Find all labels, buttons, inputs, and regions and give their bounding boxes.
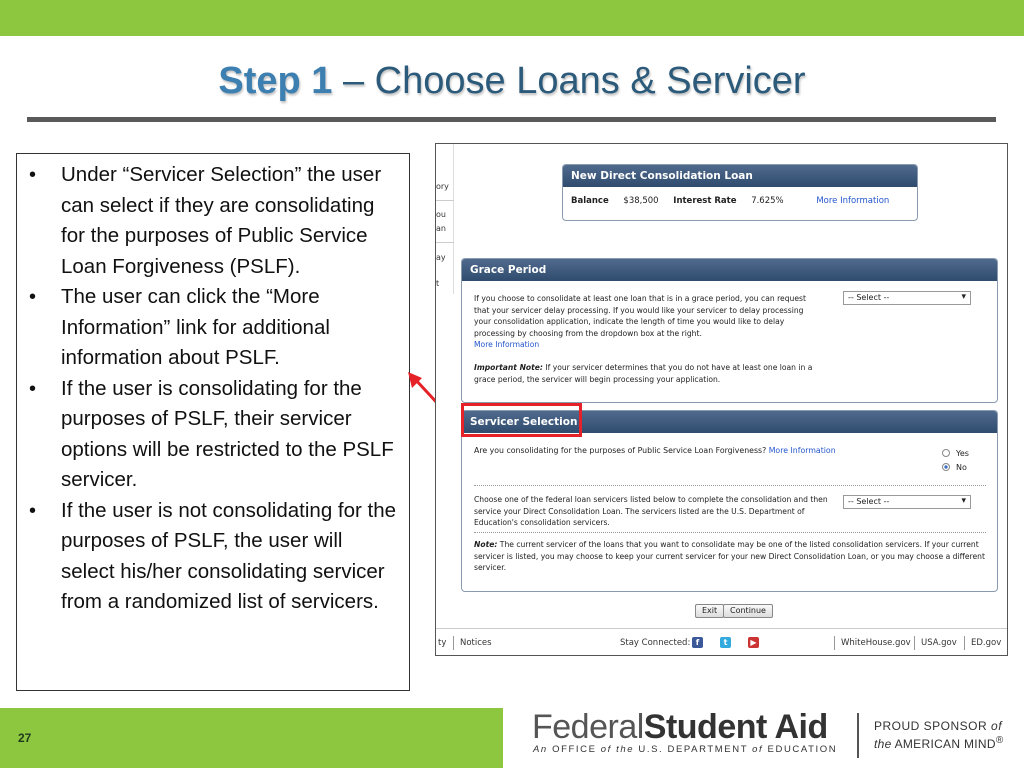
page-number: 27	[18, 731, 32, 745]
balance-label: Balance	[571, 196, 609, 206]
fsa-subtitle	[533, 744, 837, 755]
title-step: Step 1	[218, 60, 333, 102]
title-rest: – Choose Loans & Servicer	[332, 60, 806, 102]
sub-office: OFFICE	[552, 744, 597, 755]
servicer-selection-panel	[461, 410, 998, 592]
sponsor-proud: PROUD SPONSOR	[874, 719, 988, 733]
bullet-item: • Under “Servicer Selection” the user can select if they are consolidating for the purposes of Public Service Loan Forgiveness (PSLF).	[17, 160, 409, 282]
bullet-item: • If the user is not consolidating for the purposes of PSLF, the user will select his/her consolidating servicer from a randomized list of servicers.	[17, 496, 409, 618]
sponsor-mind: AMERICAN MIND	[894, 737, 996, 751]
servicer-select[interactable]: -- Select -- ▾	[843, 495, 971, 509]
ed-gov-link[interactable]: ED.gov	[971, 638, 1002, 648]
twitter-icon[interactable]: t	[720, 637, 731, 648]
sub-edu: EDUCATION	[767, 744, 838, 755]
youtube-icon[interactable]: ▶	[748, 637, 759, 648]
sponsor-line-2	[874, 735, 1004, 751]
side-fragment: ay	[436, 253, 446, 262]
app-screenshot	[435, 143, 1008, 656]
grace-text: If you choose to consolidate at least one loan that is in a grace period, you can request that your servicer delay processing. If you would like your servicer to delay processing your consolidation application, indicate the length of time you would like to delay processing by choosing from the dropdown box at the right.	[474, 294, 806, 338]
divider	[436, 200, 454, 201]
grace-period-select[interactable]: -- Select -- ▾	[843, 291, 971, 305]
choose-servicer-text: Choose one of the federal loan servicers listed below to complete the consolidation and then service your Direct Consolidation Loan. The servicers listed are the U.S. Department of Education's consolidation servicers.	[474, 495, 828, 527]
top-green-bar	[0, 0, 1024, 36]
slide-title	[0, 60, 1024, 103]
sub-dept: U.S. DEPARTMENT	[638, 744, 748, 755]
pslf-question-text: Are you consolidating for the purposes of Public Service Loan Forgiveness?	[474, 446, 767, 455]
servicer-note	[474, 539, 989, 574]
fsa-logo	[532, 708, 828, 747]
pslf-yes-radio[interactable]	[942, 449, 969, 458]
footer-fragment: ty	[438, 638, 447, 648]
sub-of: of	[752, 744, 764, 755]
sub-the: the	[616, 744, 635, 755]
servicer-selection-highlight	[461, 403, 582, 437]
divider	[436, 242, 454, 243]
bottom-green-bar	[0, 708, 503, 768]
loan-panel-title: New Direct Consolidation Loan	[563, 165, 917, 187]
loan-more-info-link[interactable]: More Information	[816, 196, 890, 206]
radio-icon	[942, 449, 950, 457]
pslf-question	[474, 446, 836, 455]
side-nav-fragment	[436, 144, 454, 294]
divider	[914, 636, 915, 650]
divider	[474, 485, 986, 486]
bullet-box	[16, 153, 410, 691]
divider	[964, 636, 965, 650]
side-fragment: ory	[436, 182, 449, 191]
loan-summary-panel	[562, 164, 918, 221]
pslf-no-radio[interactable]	[942, 463, 967, 472]
logo-divider	[857, 713, 859, 758]
side-fragment: t	[436, 279, 440, 288]
loan-summary-row	[563, 187, 917, 215]
divider	[834, 636, 835, 650]
grace-period-panel	[461, 258, 998, 403]
servicer-note-text: The current servicer of the loans that you want to consolidate may be one of the listed consolidation servicers. If your current servicer is listed, you may choose to keep your current servicer for your new Direct Consolidation Loan, or you may choose a different servicer.	[474, 540, 985, 572]
divider	[474, 532, 986, 533]
sub-of: of	[600, 744, 612, 755]
side-fragment: an	[436, 224, 446, 233]
grace-panel-title: Grace Period	[462, 259, 997, 281]
footer-divider	[436, 628, 1008, 629]
yes-label: Yes	[956, 449, 969, 458]
balance-value: $38,500	[623, 196, 659, 206]
bullet-list	[17, 160, 409, 618]
no-label: No	[956, 463, 967, 472]
grace-note-text: If your servicer determines that you do not have at least one loan in a grace period, the servicer will begin processing your application.	[474, 363, 813, 384]
pslf-more-info-link[interactable]: More Information	[768, 446, 836, 455]
rate-value: 7.625%	[751, 196, 784, 206]
exit-button[interactable]: Exit	[695, 604, 724, 618]
facebook-icon[interactable]: f	[692, 637, 703, 648]
sponsor-of: of	[991, 719, 1003, 733]
sub-an: An	[533, 744, 548, 755]
fsa-student-aid: Student Aid	[643, 708, 828, 746]
bullet-item: • The user can click the “More Information” link for additional information about PSLF.	[17, 282, 409, 374]
divider	[453, 636, 454, 650]
rate-label: Interest Rate	[673, 196, 737, 206]
side-fragment: ou	[436, 210, 446, 219]
fsa-federal: Federal	[532, 708, 644, 746]
radio-selected-icon	[942, 463, 950, 471]
title-divider	[27, 117, 996, 122]
sponsor-the: the	[874, 737, 892, 751]
whitehouse-link[interactable]: WhiteHouse.gov	[841, 638, 911, 648]
grace-note-label: Important Note:	[474, 363, 543, 372]
registered-mark: ®	[995, 735, 1004, 746]
stay-connected-label: Stay Connected:	[620, 638, 691, 648]
grace-description	[474, 293, 814, 385]
servicer-note-label: Note:	[474, 540, 498, 549]
continue-button[interactable]: Continue	[723, 604, 773, 618]
sponsor-line-1	[874, 719, 1002, 733]
bullet-item: • If the user is consolidating for the purposes of PSLF, their servicer options will be restricted to the PSLF servicer.	[17, 374, 409, 496]
notices-link[interactable]: Notices	[460, 638, 492, 648]
servicer-panel-title: Servicer Selection	[462, 411, 997, 433]
grace-more-info-link[interactable]: More Information	[474, 340, 540, 349]
usa-gov-link[interactable]: USA.gov	[921, 638, 957, 648]
